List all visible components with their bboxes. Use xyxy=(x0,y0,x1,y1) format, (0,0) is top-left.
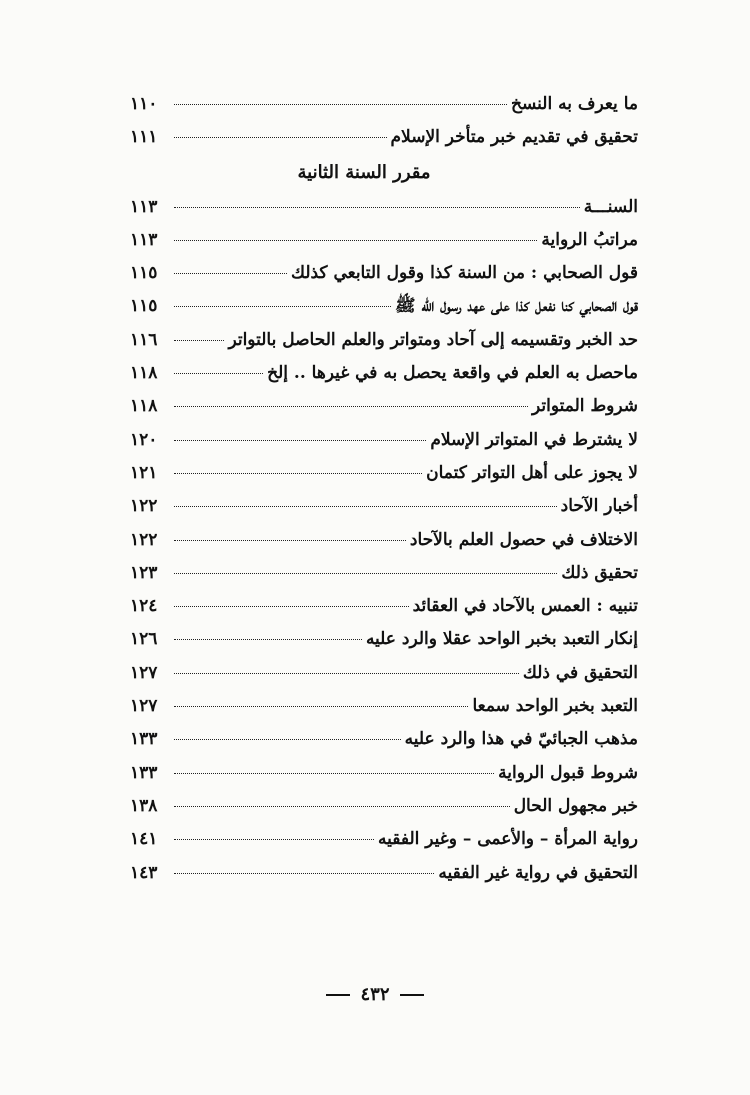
entries-before-heading xyxy=(130,88,638,155)
toc-entry-title: ما يعرف به النسخ xyxy=(511,94,638,114)
toc-entry xyxy=(130,224,638,257)
toc-entry xyxy=(130,324,638,357)
toc-entry xyxy=(130,723,638,756)
toc-entry-page: ١١١ xyxy=(130,127,158,148)
toc-entry xyxy=(130,623,638,656)
toc-entry-title: التحقيق في رواية غير الفقيه xyxy=(438,862,638,883)
toc-entry-title: شروط قبول الرواية xyxy=(498,762,638,783)
dot-leader xyxy=(174,706,468,707)
entries-after-heading xyxy=(130,191,638,890)
dot-leader xyxy=(174,137,387,138)
dot-leader xyxy=(174,506,557,507)
toc-entry-title: مراتبُ الرواية xyxy=(541,229,638,250)
dot-leader xyxy=(174,473,422,474)
toc-entry-title: التحقيق في ذلك xyxy=(522,662,638,683)
dot-leader xyxy=(174,773,494,774)
toc-entry-page: ١٢٤ xyxy=(130,596,158,617)
section-heading: مقرر السنة الثانية xyxy=(297,161,431,183)
toc-entry-page: ١٢٧ xyxy=(130,662,158,683)
toc-entry-page: ١٢٢ xyxy=(130,496,158,517)
table-of-contents xyxy=(130,88,638,890)
toc-entry-page: ١١٨ xyxy=(130,396,158,417)
toc-entry-page: ١٤١ xyxy=(130,829,158,850)
dot-leader xyxy=(174,739,401,740)
toc-entry xyxy=(130,490,638,523)
toc-entry xyxy=(130,690,638,723)
toc-entry-title: رواية المرأة – والأعمى – وغير الفقيه xyxy=(378,829,638,850)
dot-leader xyxy=(174,673,519,674)
toc-entry xyxy=(130,857,638,890)
toc-entry-title: خبر مجهول الحال xyxy=(513,795,638,816)
dot-leader xyxy=(174,839,374,840)
toc-entry-page: ١٣٣ xyxy=(130,762,158,783)
toc-entry-title: مذهب الجبائيّ في هذا والرد عليه xyxy=(404,729,638,750)
toc-entry-page: ١٣٣ xyxy=(130,729,158,750)
toc-entry-page: ١٢٠ xyxy=(130,429,158,450)
dot-leader xyxy=(174,873,434,874)
toc-entry-page: ١١٨ xyxy=(130,363,158,384)
toc-entry xyxy=(130,557,638,590)
page-footer xyxy=(0,984,750,1005)
toc-entry-page: ١١٦ xyxy=(130,329,158,350)
dot-leader xyxy=(174,806,510,807)
toc-entry-page: ١٢٦ xyxy=(130,629,158,650)
toc-entry xyxy=(130,424,638,457)
page-number: ٤٣٢ xyxy=(360,984,390,1005)
toc-entry-title: قول الصحابي كنا نفعل كذا على عهد رسول الله ﷺ xyxy=(395,296,638,317)
toc-entry-page: ١٣٨ xyxy=(130,795,158,816)
toc-entry-title: الاختلاف في حصول العلم بالآحاد xyxy=(409,529,638,550)
footer-dash-left xyxy=(326,994,350,996)
toc-entry xyxy=(130,457,638,490)
dot-leader xyxy=(174,440,426,441)
dot-leader xyxy=(174,340,224,341)
dot-leader xyxy=(174,273,287,274)
dot-leader xyxy=(174,207,580,208)
toc-entry-title: لا يشترط في المتواتر الإسلام xyxy=(430,429,638,450)
dot-leader xyxy=(174,406,528,407)
dot-leader xyxy=(174,373,263,374)
toc-entry xyxy=(130,757,638,790)
dot-leader xyxy=(174,104,507,105)
dot-leader xyxy=(174,639,362,640)
dot-leader xyxy=(174,240,537,241)
toc-entry-title: السنـــة xyxy=(583,196,638,217)
toc-entry xyxy=(130,88,638,121)
dot-leader xyxy=(174,306,391,307)
toc-entry-page: ١٢١ xyxy=(130,462,158,483)
toc-entry-title: ماحصل به العلم في واقعة يحصل به في غيرها .. إلخ xyxy=(267,363,638,384)
toc-entry-page: ١١٣ xyxy=(130,229,158,250)
toc-entry-page: ١٤٣ xyxy=(130,862,158,883)
toc-entry-title: قول الصحابي : من السنة كذا وقول التابعي كذلك xyxy=(291,263,638,284)
toc-entry-page: ١١٣ xyxy=(130,196,158,217)
toc-entry-title: إنكار التعبد بخبر الواحد عقلا والرد عليه xyxy=(365,629,638,650)
toc-entry xyxy=(130,357,638,390)
toc-entry-title: تحقيق ذلك xyxy=(561,562,638,583)
toc-entry-title: حد الخبر وتقسيمه إلى آحاد ومتواتر والعلم الحاصل بالتواتر xyxy=(228,329,638,350)
toc-entry-title: التعبد بخبر الواحد سمعا xyxy=(472,696,638,717)
toc-entry xyxy=(130,121,638,154)
toc-entry xyxy=(130,290,638,323)
toc-entry xyxy=(130,823,638,856)
toc-entry xyxy=(130,524,638,557)
toc-entry xyxy=(130,657,638,690)
toc-entry-title: لا يجوز على أهل التواتر كتمان xyxy=(426,462,638,483)
toc-entry-page: ١٢٢ xyxy=(130,529,158,550)
toc-entry xyxy=(130,790,638,823)
toc-entry-title: أخبار الآحاد xyxy=(560,496,638,517)
toc-entry-page: ١٢٣ xyxy=(130,562,158,583)
toc-entry xyxy=(130,191,638,224)
toc-entry xyxy=(130,590,638,623)
toc-entry-title: تحقيق في تقديم خبر متأخر الإسلام xyxy=(390,127,638,148)
toc-entry xyxy=(130,390,638,423)
dot-leader xyxy=(174,573,557,574)
toc-entry xyxy=(130,257,638,290)
toc-entry-page: ١١٠ xyxy=(130,94,158,114)
toc-entry-title: شروط المتواتر xyxy=(532,396,638,417)
toc-entry-title: تنبيه : العمس بالآحاد في العقائد xyxy=(412,596,638,617)
toc-entry-page: ١١٥ xyxy=(130,263,158,284)
toc-entry-page: ١١٥ xyxy=(130,296,158,317)
dot-leader xyxy=(174,606,409,607)
dot-leader xyxy=(174,540,406,541)
toc-entry-page: ١٢٧ xyxy=(130,696,158,717)
footer-dash-right xyxy=(400,994,424,996)
